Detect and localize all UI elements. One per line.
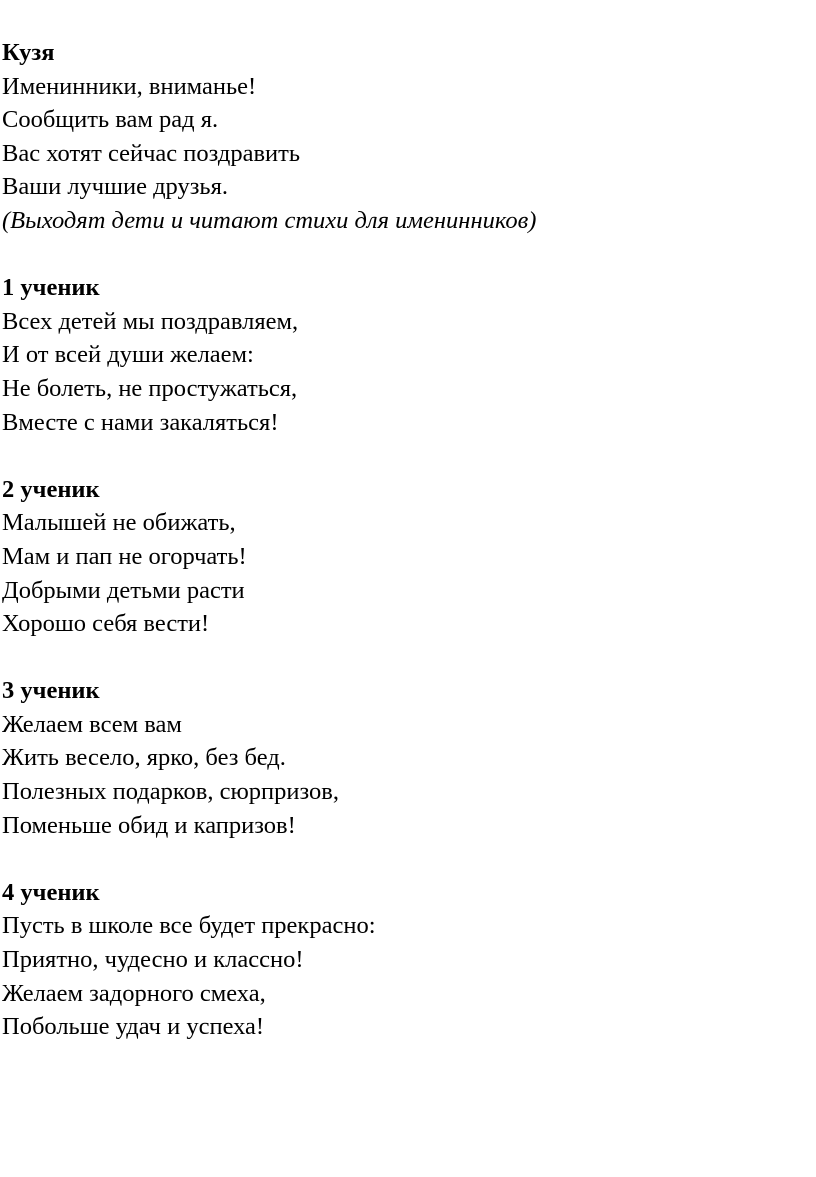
verse-line: Вместе с нами закаляться!	[2, 408, 279, 436]
speech-block-student-1	[2, 271, 812, 439]
stage-direction: (Выходят дети и читают стихи для именинников)	[2, 206, 537, 234]
speech-block-student-3	[2, 674, 812, 842]
verse-line: И от всей души желаем:	[2, 341, 254, 369]
verse-line: Сообщить вам рад я.	[2, 106, 219, 134]
speaker-name: 3 ученик	[2, 677, 100, 705]
verse-line: Побольше удач и успеха!	[2, 1013, 265, 1041]
verse-line: Желаем всем вам	[2, 710, 182, 738]
speech-block-student-4	[2, 876, 812, 1044]
speaker-name: Кузя	[2, 39, 55, 66]
speaker-name: 1 ученик	[2, 274, 100, 302]
verse-line: Всех детей мы поздравляем,	[2, 307, 299, 335]
verse-line: Мам и пап не огорчать!	[2, 542, 247, 570]
verse-line: Малышей не обижать,	[2, 509, 236, 537]
verse-line: Ваши лучшие друзья.	[2, 173, 228, 201]
speaker-name: 4 ученик	[2, 878, 100, 906]
verse-line: Добрыми детьми расти	[2, 576, 245, 604]
speaker-name: 2 ученик	[2, 475, 100, 503]
verse-line: Пусть в школе все будет прекрасно:	[2, 912, 376, 940]
blank-line	[2, 842, 812, 876]
blank-line	[2, 641, 812, 675]
speech-block-student-2	[2, 473, 812, 641]
blank-line	[2, 439, 812, 473]
verse-line: Полезных подарков, сюрпризов,	[2, 778, 339, 806]
verse-line: Жить весело, ярко, без бед.	[2, 744, 286, 772]
verse-line: Не болеть, не простужаться,	[2, 374, 298, 402]
verse-line: Поменьше обид и капризов!	[2, 811, 296, 839]
verse-line: Именинники, вниманье!	[2, 72, 257, 100]
verse-line: Приятно, чудесно и классно!	[2, 946, 304, 974]
document-page	[2, 36, 812, 1044]
verse-line: Желаем задорного смеха,	[2, 979, 266, 1007]
speech-block-kuzya	[2, 36, 812, 238]
verse-line: Хорошо себя вести!	[2, 610, 210, 638]
verse-line: Вас хотят сейчас поздравить	[2, 139, 301, 167]
blank-line	[2, 238, 812, 272]
